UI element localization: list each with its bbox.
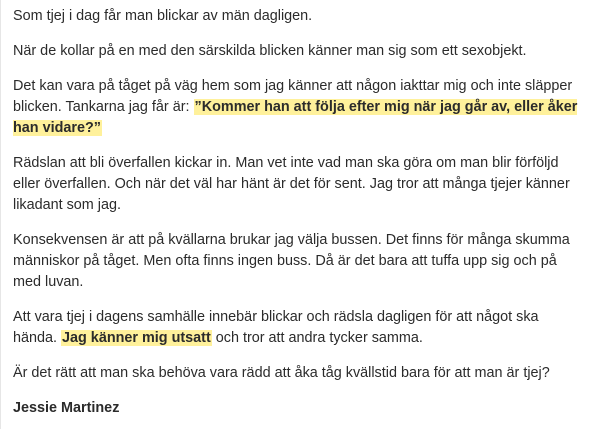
paragraph-3 [13, 76, 580, 139]
paragraph-4 [13, 153, 580, 216]
author-name: Jessie Martinez [13, 400, 120, 416]
paragraph-1 [13, 6, 580, 27]
paragraph-text: Konsekvensen är att på kvällarna brukar jag välja bussen. Det finns för många skumma människor på tåget. Men ofta finns ingen buss. Då är det bara att tuffa upp sig och på med luvan. [13, 232, 570, 290]
highlighted-quote: ”Kommer han att följa efter mig när jag går av, eller åker han vidare?” [13, 99, 578, 136]
paragraph-2 [13, 41, 580, 62]
paragraph-text: och tror att andra tycker samma. [211, 330, 423, 346]
paragraph-6 [13, 307, 580, 349]
paragraph-text: Som tjej i dag får man blickar av män dagligen. [13, 8, 313, 24]
paragraph-text: Rädslan att bli överfallen kickar in. Man vet inte vad man ska göra om man blir förföljd eller överfallen. Och när det väl har hänt är det för sent. Jag tror att många tjejer känner likadant som jag. [13, 155, 570, 213]
paragraph-text: Det kan vara på tåget på väg hem som jag känner att någon iakttar mig och inte släpper blicken. Tankarna jag får är: [13, 78, 573, 115]
paragraph-text: Att vara tjej i dagens samhälle innebär blickar och rädsla dagligen för att något ska hända. [13, 309, 539, 346]
highlighted-phrase: Jag känner mig utsatt [62, 330, 211, 346]
paragraph-text: Är det rätt att man ska behöva vara rädd att åka tåg kvällstid bara för att man är tjej? [13, 365, 550, 381]
paragraph-text: När de kollar på en med den särskilda blicken känner man sig som ett sexobjekt. [13, 43, 527, 59]
paragraph-5 [13, 230, 580, 293]
paragraph-7 [13, 363, 580, 384]
content-edge-divider [0, 0, 1, 429]
